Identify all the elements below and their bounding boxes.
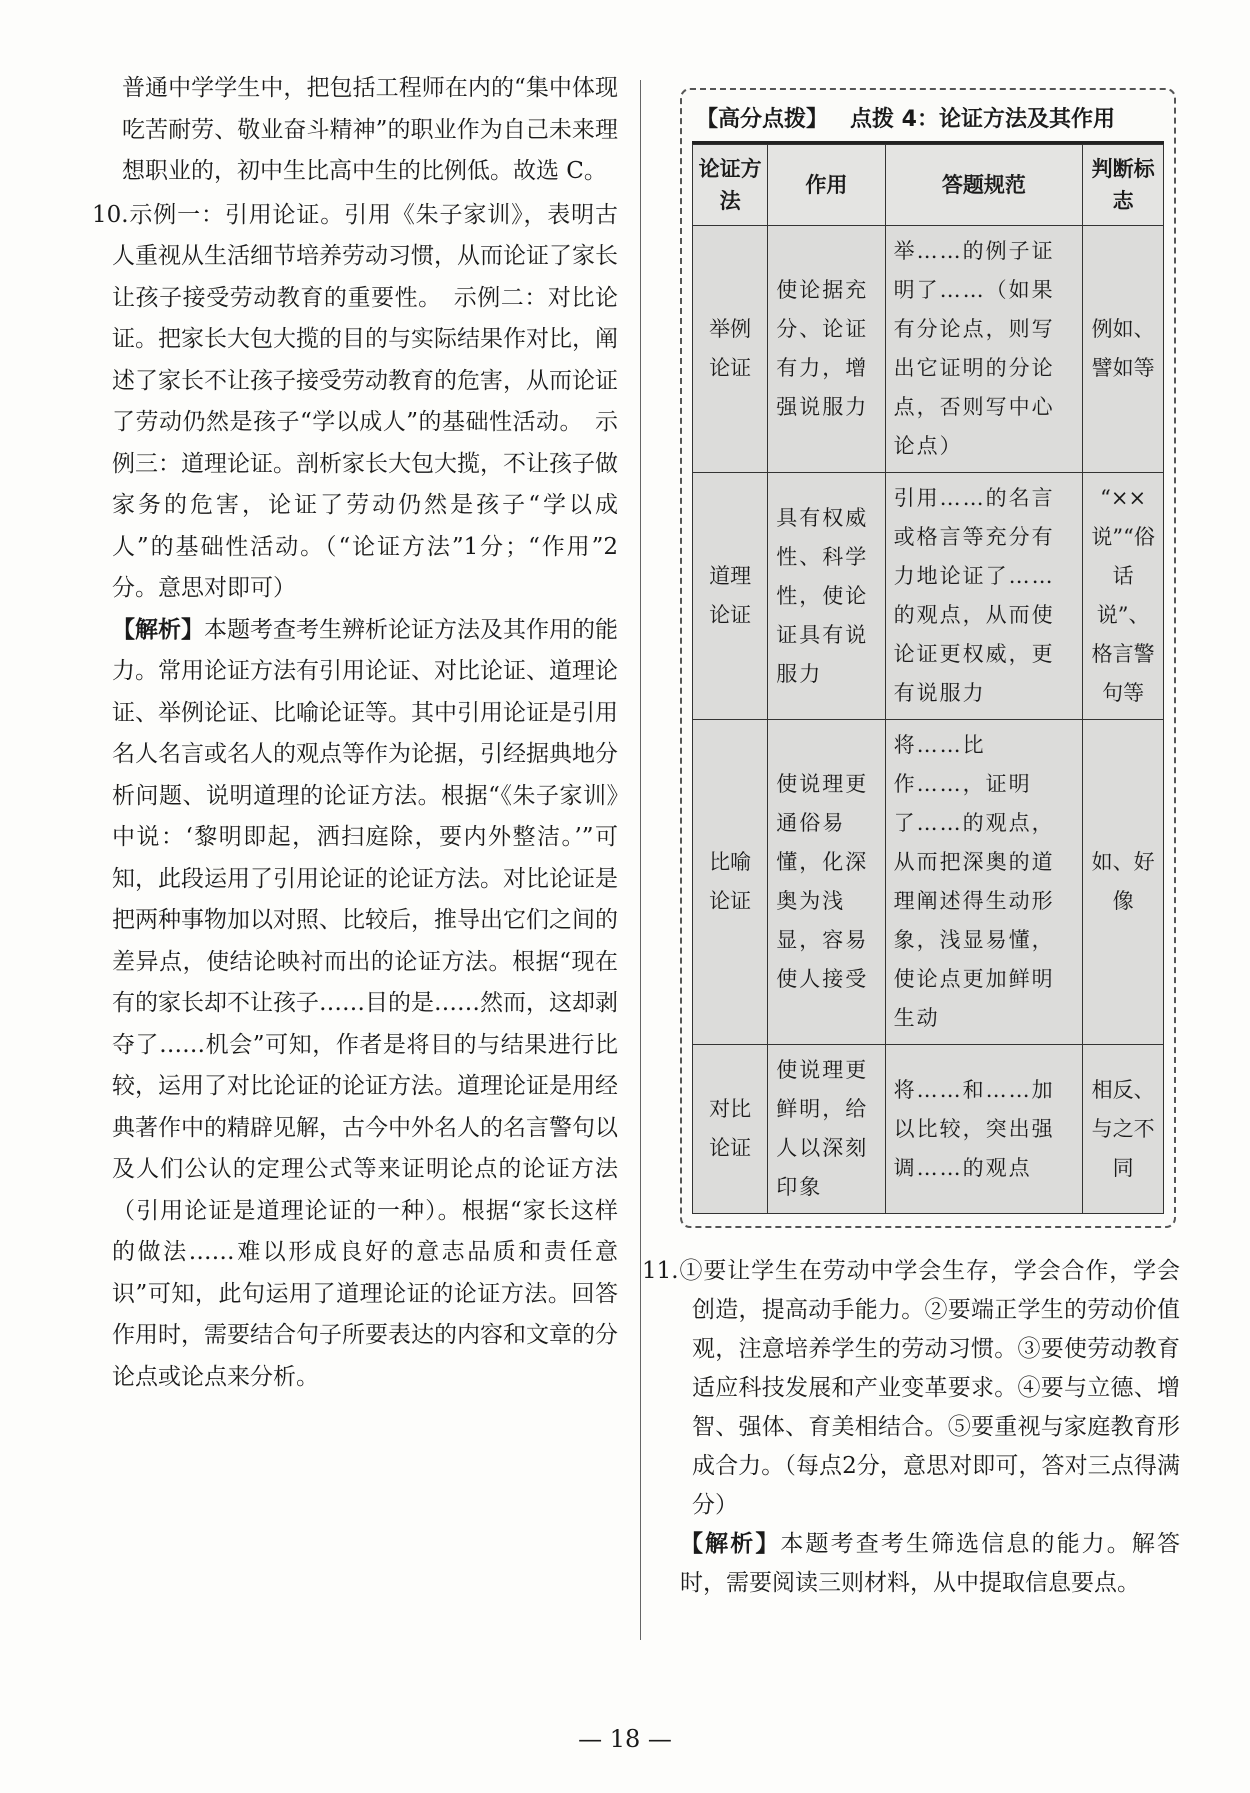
cell-method: 道理论证 — [693, 473, 768, 720]
cell-norm: 引用……的名言或格言等充分有力地论证了……的观点，从而使论证更权威，更有说服力 — [885, 473, 1083, 720]
cell-method: 对比论证 — [693, 1045, 768, 1214]
cell-effect: 使说理更鲜明，给人以深刻印象 — [768, 1045, 885, 1214]
q11-analysis-text: 本题考查考生筛选信息的能力。解答时，需要阅读三则材料，从中提取信息要点。 — [680, 1531, 1181, 1596]
cell-norm: 举……的例子证明了……（如果有分论点，则写出它证明的分论点，否则写中心论点） — [885, 226, 1083, 473]
page-number: — 18 — — [578, 1725, 672, 1753]
header-sign: 判断标志 — [1083, 145, 1164, 226]
cell-method: 比喻论证 — [693, 720, 768, 1045]
cell-sign: 相反、与之不同 — [1083, 1045, 1164, 1214]
column-divider — [640, 80, 641, 1640]
header-norm: 答题规范 — [885, 145, 1083, 226]
cell-effect: 具有权威性、科学性，使论证具有说服力 — [768, 473, 885, 720]
q11-answer-text: ①要让学生在劳动中学会生存，学会合作，学会创造，提高动手能力。②要端正学生的劳动价值观，注意培养学生的劳动习惯。③要使劳动教育适应科技发展和产业变革要求。④要与立德、增智、强体、育美相结合。⑤要重视与家庭教育形成合力。（每点2分，意思对即可，答对三点得满分） — [678, 1258, 1180, 1518]
cell-norm: 将……和……加以比较，突出强调……的观点 — [885, 1045, 1083, 1214]
q10-answer-text: 示例一：引用论证。引用《朱子家训》，表明古人重视从生活细节培养劳动习惯，从而论证了家长让孩子接受劳动教育的重要性。 示例二：对比论证。把家长大包大揽的目的与实际结果作对比，阐述了家长不让孩子接受劳动教育的危害，从而论证了劳动仍然是孩子“学以成人”的基础性活动。 示例三：道理论证。剖析家长大包大揽，不让孩子做家务的危害，论证了劳动仍然是孩子“学以成人”的基础性活动。（“论证方法”1分；“作用”2分。意思对即可） — [112, 201, 618, 601]
cell-method: 举例论证 — [693, 226, 768, 473]
q11-analysis-tag: 【解析】 — [680, 1531, 781, 1557]
q10-analysis — [112, 610, 618, 1399]
q9-tail: 普通中学学生中，把包括工程师在内的“集中体现吃苦耐劳、敬业奋斗精神”的职业作为自己未来理想职业的，初中生比高中生的比例低。故选 C。 — [122, 75, 618, 184]
table-header-row — [693, 145, 1164, 226]
q11-analysis — [680, 1525, 1180, 1603]
cell-effect: 使论据充分、论证有力，增强说服力 — [768, 226, 885, 473]
cell-sign: 如、好像 — [1083, 720, 1164, 1045]
right-column — [642, 88, 1181, 1603]
q10-answer — [92, 195, 618, 610]
table-row — [693, 226, 1164, 473]
argument-methods-table — [692, 144, 1164, 1214]
cell-norm: 将……比作……，证明了……的观点，从而把深奥的道理阐述得生动形象，浅显易懂，使论点更加鲜明生动 — [885, 720, 1083, 1045]
q10-number: 10. — [92, 201, 129, 228]
q11-number: 11. — [642, 1258, 679, 1284]
q11-block — [642, 1252, 1181, 1603]
tips-box — [680, 88, 1176, 1228]
table-row — [693, 720, 1164, 1045]
tips-box-title: 点拨 4：论证方法及其作用 — [850, 107, 1115, 132]
cell-effect: 使说理更通俗易懂，化深奥为浅显，容易使人接受 — [768, 720, 885, 1045]
table-row — [693, 473, 1164, 720]
header-method: 论证方法 — [693, 145, 768, 226]
header-effect: 作用 — [768, 145, 885, 226]
left-column — [92, 68, 618, 1398]
q10-analysis-text: 本题考查考生辨析论证方法及其作用的能力。常用论证方法有引用论证、对比论证、道理论证、举例论证、比喻论证等。其中引用论证是引用名人名言或名人的观点等作为论据，引经据典地分析问题、说明道理的论证方法。根据“《朱子家训》中说：‘黎明即起，洒扫庭除，要内外整洁。’”可知，此段运用了引用论证的论证方法。对比论证是把两种事物加以对照、比较后，推导出它们之间的差异点，使结论映衬而出的论证方法。根据“现在有的家长却不让孩子……目的是……然而，这却剥夺了……机会”可知，作者是将目的与结果进行比较，运用了对比论证的论证方法。道理论证是用经典著作中的精辟见解，古今中外名人的名言警句以及人们公认的定理公式等来证明论点的论证方法（引用论证是道理论证的一种）。根据“家长这样的做法……难以形成良好的意志品质和责任意识”可知，此句运用了道理论证的论证方法。回答作用时，需要结合句子所要表达的内容和文章的分论点或论点来分析。 — [112, 616, 618, 1390]
cell-sign: 例如、譬如等 — [1083, 226, 1164, 473]
tips-box-tag: 【高分点拨】 — [696, 107, 829, 132]
cell-sign: “××说”“俗话说”、格言警句等 — [1083, 473, 1164, 720]
tips-box-header — [692, 100, 1164, 144]
q10-analysis-tag: 【解析】 — [112, 616, 204, 643]
q11-answer — [642, 1252, 1180, 1525]
table-row — [693, 1045, 1164, 1214]
